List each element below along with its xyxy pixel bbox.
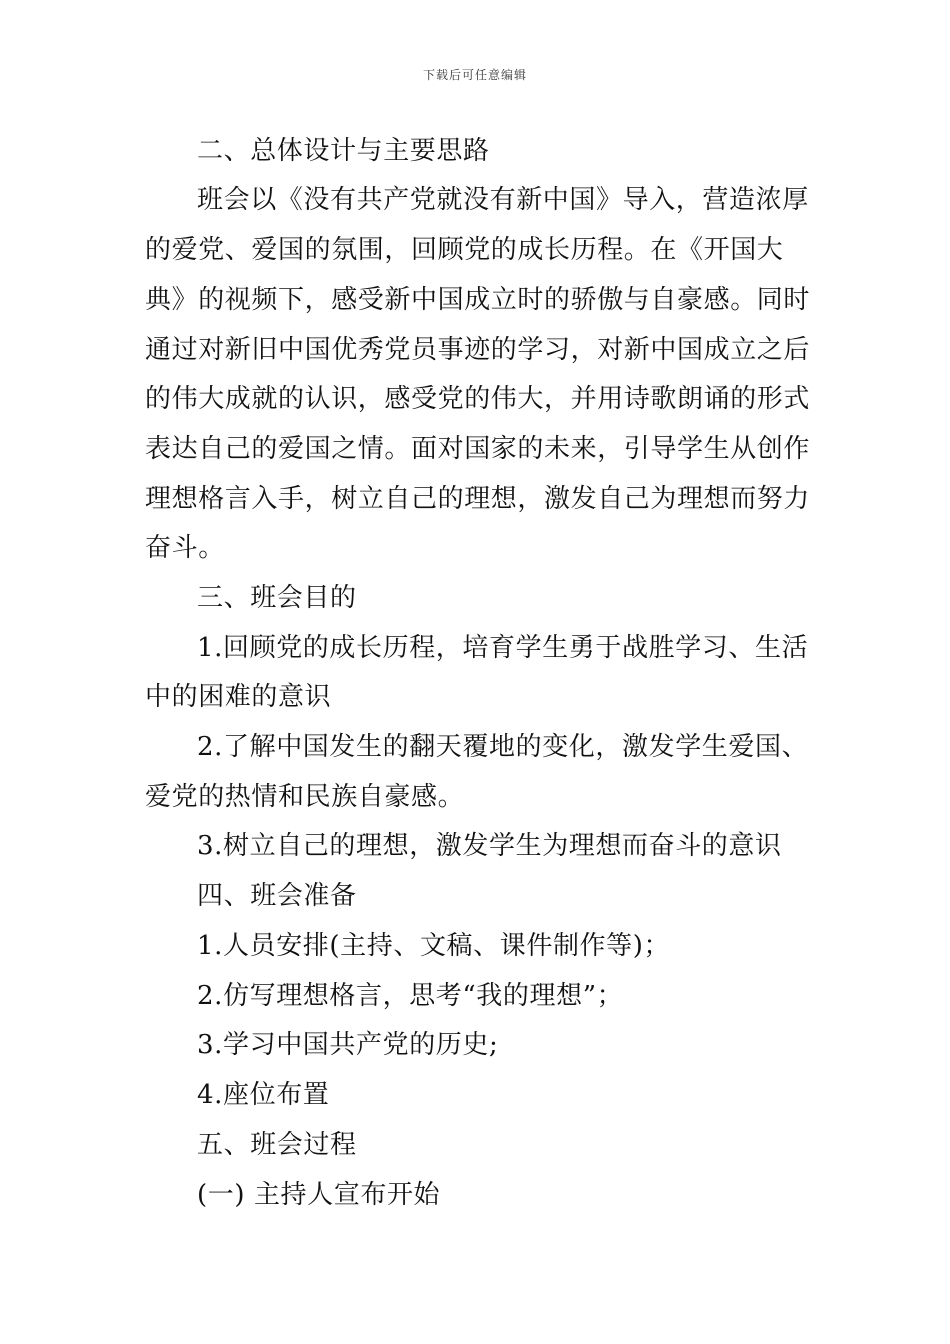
section-heading-5: 五、班会过程 <box>197 1130 357 1160</box>
paragraph-line: 表达自己的爱国之情。面对国家的未来，引导学生从创作 <box>145 434 811 464</box>
list-item-line: 2.了解中国发生的翻天覆地的变化，激发学生爱国、 <box>197 732 809 762</box>
paragraph-line: 的伟大成就的认识，感受党的伟大，并用诗歌朗诵的形式 <box>145 384 811 414</box>
paragraph-line: 奋斗。 <box>145 533 225 563</box>
list-item-line: 爱党的热情和民族自豪感。 <box>145 782 465 812</box>
list-item-line: 3.树立自己的理想，激发学生为理想而奋斗的意识 <box>197 831 782 861</box>
paragraph-line: 班会以《没有共产党就没有新中国》导入，营造浓厚 <box>197 185 809 215</box>
subsection-heading: (一) 主持人宣布开始 <box>197 1180 441 1210</box>
section-heading-4: 四、班会准备 <box>197 881 357 911</box>
section-heading-3: 三、班会目的 <box>197 583 357 613</box>
list-item-line: 3.学习中国共产党的历史; <box>197 1030 499 1060</box>
paragraph-line: 的爱党、爱国的氛围，回顾党的成长历程。在《开国大 <box>145 235 784 265</box>
list-item-line: 4.座位布置 <box>197 1080 330 1110</box>
section-heading-2: 二、总体设计与主要思路 <box>197 136 490 166</box>
list-item-line: 1.人员安排(主持、文稿、课件制作等)； <box>197 931 671 961</box>
paragraph-line: 理想格言入手，树立自己的理想，激发自己为理想而努力 <box>145 484 811 514</box>
list-item-line: 2.仿写理想格言，思考“我的理想”； <box>197 981 624 1011</box>
list-item-line: 中的困难的意识 <box>145 682 332 712</box>
paragraph-line: 典》的视频下，感受新中国成立时的骄傲与自豪感。同时 <box>145 285 811 315</box>
page-header: 下载后可任意编辑 <box>422 68 527 82</box>
list-item-line: 1.回顾党的成长历程，培育学生勇于战胜学习、生活 <box>197 633 809 663</box>
paragraph-line: 通过对新旧中国优秀党员事迹的学习，对新中国成立之后 <box>145 335 811 365</box>
